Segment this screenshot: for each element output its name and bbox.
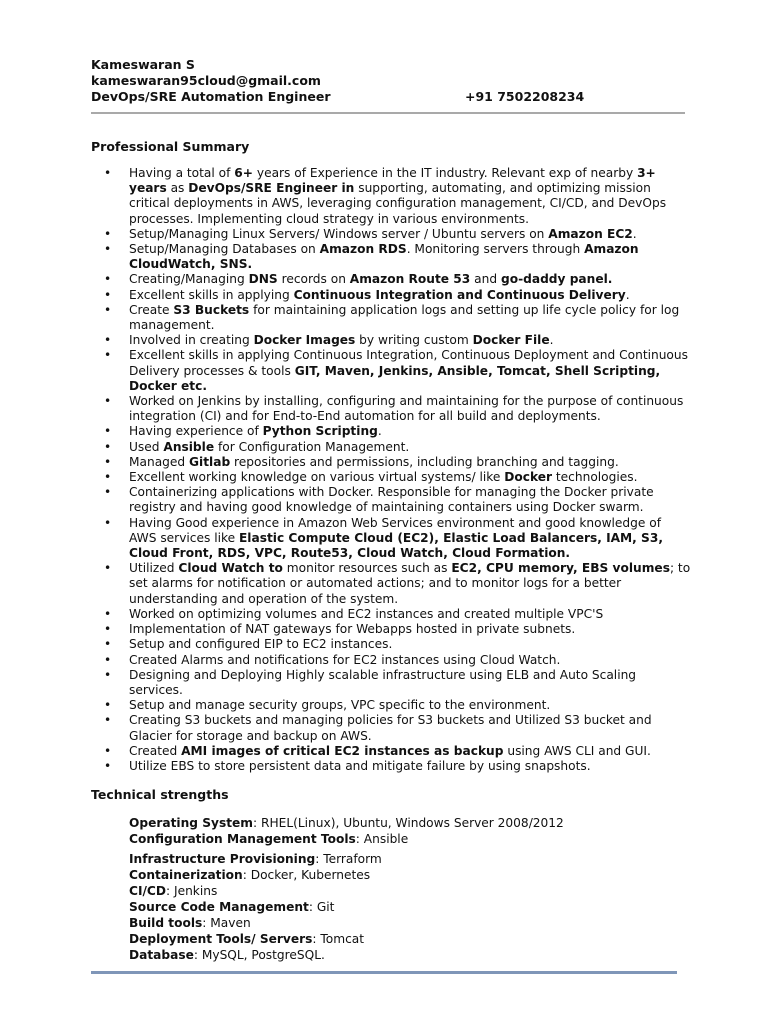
tech-heading: Technical strengths [91, 787, 229, 802]
summary-item [91, 394, 691, 424]
summary-item [91, 166, 691, 227]
candidate-name: Kameswaran S [91, 57, 195, 72]
summary-item [91, 622, 691, 637]
tech-label: Infrastructure Provisioning [129, 852, 316, 866]
summary-bold-text: Python Scripting [262, 424, 378, 439]
summary-bold-text: Amazon EC2 [548, 226, 633, 241]
summary-text: Having experience of [129, 424, 263, 439]
summary-text: Having Good experience in Amazon Web Services environment and good knowledge of AWS services like [129, 515, 662, 545]
tech-row [129, 815, 689, 831]
tech-value: : RHEL(Linux), Ubuntu, Windows Server 2008/2012 [253, 816, 564, 830]
summary-bold-text: 6+ [234, 166, 253, 180]
summary-bold-text: Docker [504, 470, 553, 485]
summary-list [91, 166, 691, 774]
summary-item [91, 607, 691, 622]
tech-row [129, 831, 689, 847]
header-divider [91, 112, 685, 114]
summary-text: Designing and Deploying Highly scalable infrastructure using ELB and Auto Scaling services. [129, 667, 637, 697]
bullet-icon: • [104, 713, 112, 728]
summary-text: . [549, 333, 554, 348]
summary-heading: Professional Summary [91, 139, 250, 154]
summary-bold-text: Cloud Watch to [178, 561, 283, 576]
summary-bold-text: Amazon RDS [319, 242, 407, 257]
summary-bold-text: Gitlab [189, 454, 231, 469]
tech-row [129, 867, 689, 883]
summary-item [91, 561, 691, 607]
bullet-icon: • [104, 485, 112, 500]
bullet-icon: • [104, 622, 112, 637]
summary-item [91, 637, 691, 652]
summary-text: Setup/Managing Linux Servers/ Windows server / Ubuntu servers on [129, 226, 549, 241]
bullet-icon: • [104, 272, 112, 287]
summary-text: Setup/Managing Databases on [129, 242, 320, 257]
summary-text: Creating/Managing [129, 272, 249, 287]
bullet-icon: • [104, 302, 112, 317]
bullet-icon: • [104, 166, 112, 180]
tech-row [129, 899, 689, 915]
tech-row [129, 931, 689, 947]
bullet-icon: • [104, 652, 112, 667]
summary-text: records on [277, 272, 350, 287]
summary-text: Worked on Jenkins by installing, configuring and maintaining for the purpose of continuous integration (CI) and for End-to-End automation for all build and deployments. [129, 394, 684, 424]
summary-text: . Monitoring servers through [406, 242, 585, 257]
summary-bold-text: Ansible [163, 439, 215, 454]
bullet-icon: • [104, 394, 112, 409]
summary-text: . [377, 424, 382, 439]
tech-label: Build tools [129, 916, 203, 930]
summary-item [91, 348, 691, 394]
bullet-icon: • [104, 226, 112, 241]
candidate-phone: +91 7502208234 [465, 89, 585, 104]
tech-value: : Git [308, 900, 335, 914]
summary-text: supporting, automating, and optimizing mission critical deployments in AWS, leveraging configuration management, CI/CD, and DevOps processes. Implementing cloud strategy in various environments. [129, 181, 667, 226]
bullet-icon: • [104, 242, 112, 257]
summary-text: and [470, 272, 501, 287]
summary-bold-text: Amazon CloudWatch, SNS. [129, 242, 639, 272]
tech-label: Deployment Tools/ Servers [129, 932, 313, 946]
summary-bold-text: Continuous Integration and Continuous Delivery [293, 287, 626, 302]
bullet-icon: • [104, 758, 112, 773]
summary-item [91, 516, 691, 562]
tech-label: Database [129, 948, 194, 962]
bullet-icon: • [104, 454, 112, 469]
summary-text: Creating S3 buckets and managing policies for S3 buckets and Utilized S3 bucket and Glacier for storage and backup on AWS. [129, 713, 652, 743]
summary-item [91, 713, 691, 743]
resume-header [91, 57, 691, 105]
summary-text: Excellent working knowledge on various virtual systems/ like [129, 470, 505, 485]
summary-bold-text: DevOps/SRE Engineer in [188, 181, 355, 196]
summary-text: . [625, 287, 630, 302]
tech-label: Configuration Management Tools [129, 832, 356, 846]
summary-item [91, 653, 691, 668]
summary-item [91, 470, 691, 485]
bullet-icon: • [104, 424, 112, 439]
bullet-icon: • [104, 515, 112, 530]
candidate-title: DevOps/SRE Automation Engineer [91, 89, 331, 104]
tech-row [129, 851, 689, 867]
footer-divider [91, 971, 677, 974]
summary-bold-text: EC2, CPU memory, EBS volumes [451, 561, 670, 576]
summary-bold-text: 3+ years [129, 166, 656, 196]
summary-item [91, 288, 691, 303]
summary-bold-text: go-daddy panel. [500, 272, 613, 287]
summary-item [91, 272, 691, 287]
summary-text: Created Alarms and notifications for EC2 instances using Cloud Watch. [129, 652, 561, 667]
summary-item [91, 333, 691, 348]
summary-bold-text: Docker Images [253, 333, 356, 348]
bullet-icon: • [104, 333, 112, 348]
summary-text: Implementation of NAT gateways for Webapps hosted in private subnets. [129, 622, 576, 637]
summary-text: Managed [129, 454, 190, 469]
summary-item [91, 424, 691, 439]
summary-bold-text: AMI images of critical EC2 instances as backup [181, 743, 504, 758]
tech-value: : Tomcat [312, 932, 365, 946]
summary-item [91, 440, 691, 455]
bullet-icon: • [104, 561, 112, 576]
summary-item [91, 668, 691, 698]
summary-text: Worked on optimizing volumes and EC2 instances and created multiple VPC'S [129, 606, 604, 621]
summary-bold-text: Elastic Compute Cloud (EC2), Elastic Load Balancers, IAM, S3, Cloud Front, RDS, VPC, Route53, Cloud Watch, Cloud Formation. [129, 530, 663, 561]
bullet-icon: • [104, 470, 112, 485]
tech-value: : Docker, Kubernetes [242, 868, 371, 882]
summary-text: . [632, 226, 637, 241]
summary-text: Excellent skills in applying Continuous Integration, Continuous Deployment and Continuous Delivery processes & tools [129, 348, 688, 378]
tech-row [129, 915, 689, 931]
summary-text: Setup and manage security groups, VPC specific to the environment. [129, 698, 551, 713]
summary-text: Utilize EBS to store persistent data and mitigate failure by using snapshots. [129, 758, 591, 773]
summary-item [91, 485, 691, 515]
summary-text: Used [129, 439, 164, 454]
summary-text: using AWS CLI and GUI. [503, 743, 651, 758]
summary-item [91, 227, 691, 242]
summary-text: ; to set alarms for notification or automated actions; and to monitor logs for a better understanding and operation of the system. [129, 561, 691, 606]
tech-value: : Jenkins [166, 884, 218, 898]
tech-value: : Ansible [355, 832, 409, 846]
bullet-icon: • [104, 667, 112, 682]
summary-text: Having a total of [129, 166, 235, 180]
tech-row [129, 947, 689, 963]
summary-bold-text: Amazon Route 53 [349, 272, 471, 287]
tech-value: : Maven [202, 916, 251, 930]
summary-item [91, 303, 691, 333]
bullet-icon: • [104, 743, 112, 758]
tech-strengths [129, 815, 689, 963]
bullet-icon: • [104, 637, 112, 652]
summary-item [91, 744, 691, 759]
bullet-icon: • [104, 698, 112, 713]
summary-text: Containerizing applications with Docker. Responsible for managing the Docker private registry and having good knowledge of maintaining containers using Docker swarm. [129, 485, 654, 515]
summary-text: Excellent skills in applying [129, 287, 294, 302]
summary-item [91, 698, 691, 713]
summary-text: as [166, 181, 189, 196]
bullet-icon: • [104, 606, 112, 621]
summary-text: for maintaining application logs and setting up life cycle policy for log management. [129, 302, 680, 333]
summary-text: Utilized [129, 561, 179, 576]
tech-label: Operating System [129, 816, 253, 830]
summary-item [91, 455, 691, 470]
summary-item [91, 759, 691, 774]
summary-text: Create [129, 302, 174, 317]
summary-bold-text: DNS [248, 272, 278, 287]
bullet-icon: • [104, 439, 112, 454]
summary-text: repositories and permissions, including branching and tagging. [230, 454, 619, 469]
bullet-icon: • [104, 348, 112, 363]
bullet-icon: • [104, 287, 112, 302]
summary-text: Involved in creating [129, 333, 254, 348]
summary-text: for Configuration Management. [214, 439, 410, 454]
tech-value: : Terraform [315, 852, 382, 866]
summary-bold-text: Docker File [472, 333, 550, 348]
summary-text: monitor resources such as [282, 561, 452, 576]
summary-text: Created [129, 743, 182, 758]
summary-item [91, 242, 691, 272]
tech-label: Containerization [129, 868, 243, 882]
summary-text: years of Experience in the IT industry. Relevant exp of nearby [252, 166, 638, 180]
tech-label: Source Code Management [129, 900, 309, 914]
tech-row [129, 883, 689, 899]
summary-text: technologies. [552, 470, 638, 485]
summary-text: by writing custom [355, 333, 473, 348]
tech-value: : MySQL, PostgreSQL. [193, 948, 325, 962]
summary-text: Setup and configured EIP to EC2 instances. [129, 637, 393, 652]
summary-bold-text: S3 Buckets [173, 302, 250, 317]
candidate-email: kameswaran95cloud@gmail.com [91, 73, 321, 88]
title-phone-line [91, 89, 691, 105]
tech-label: CI/CD [129, 884, 166, 898]
summary-bold-text: GIT, Maven, Jenkins, Ansible, Tomcat, Shell Scripting, Docker etc. [129, 363, 661, 393]
